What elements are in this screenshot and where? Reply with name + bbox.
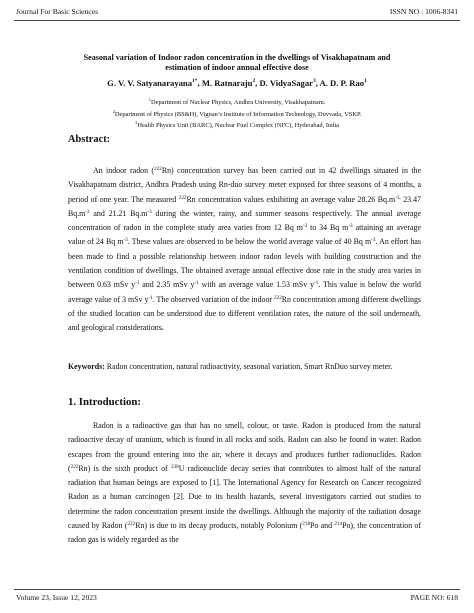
journal-name: Journal For Basic Sciences [16,7,99,16]
affiliations [30,96,444,131]
abstract-paragraph: An indoor radon ($^{222}$Rn) concentration survey has been carried out in 42 dwellings situated in the Visakhapatnam district, Andhra Pradesh using Rn-duo survey meter exposed for three seasons of 4 months, a period of one year. The measured $^{222}$Rn concentration values exhibiting an average value 28.26 $Bq.m^{-3,}$ 23.47 $Bq.m^{-3}$ and 21.21 $Bq.m^{-3}$ during the winter, rainy, and summer seasons respectively. The annual average concentration of radon in the complete study area varies from 12 Bq $m^{-3}$ to 34 Bq $m^{-3}$ attaining an average value of 24 Bq $m^{-3}$. These values are observed to be below the world average value of 40 Bq $m^{-3}$. An effort has been made to find a possible relationship between indoor radon levels with building construction and the ventilation condition of dwellings. The obtained average annual effective dose rate in the study area varies in between 0.63 mSv $y^{-1}$ and 2.35 mSv $y^{-1}$ with an average value 1.53 mSv $y^{-1}$. This value is below the world average value of 3 mSv $y^{-1}$. The observed variation of the indoor $^{222}$Rn concentration among different dwellings of the studied location can be understood due to different ventilation rates, the nature of the soil underneath, and geological considerations. [68,166,422,333]
author-4: , A. D. P. Rao [315,77,365,88]
issn-number: ISSN NO : 1006-8341 [389,7,458,16]
affiliation-3-text: Health Physics Unit (BARC), Nuclear Fuel Complex (NFC), Hyderabad, India [137,122,339,130]
keywords-line [68,360,421,374]
volume-issue: Volume 23, Issue 12, 2023 [16,593,97,602]
introduction-paragraph: Radon is a radioactive gas that has no smell, colour, or taste. Radon is produced from the natural radioactive decay of uranium, which is found in all rocks and soils. Radon can also be found in water. Radon escapes from the ground entering into the air, where it decays and produces further radionuclides. Radon ($^{222}$Rn) is the sixth product of $^{238}$U radionuclide decay series that contributes to almost half of the natural radiation that human beings are exposed to [1]. The International Agency for Research on Cancer recognized Radon as a human carcinogen [2]. Due to its health hazards, several investigators carried out studies to determine the radon concentration present inside the dwellings. Although the majority of the radiation dosage caused by Radon ($^{222}$Rn) is due to its decay products, notably Polonium ($^{218}$Po and $^{214}$Po), the concentration of radon gas is widely regarded as the [68,421,421,545]
author-1-sup: 1* [192,78,198,84]
paper-title [40,53,434,74]
affiliation-2 [30,108,444,120]
author-3-sup: 3 [312,78,316,84]
footer-rule [14,589,460,590]
keywords-text: Radon concentration, natural radioactivity, seasonal variation, Smart RnDuo survey meter. [104,362,393,371]
author-list [30,76,444,89]
affiliation-2-sup: 2 [112,108,115,114]
introduction-heading: 1. Introduction: [68,396,141,408]
author-3: , D. VidyaSagar [255,77,313,88]
affiliation-3-sup: 3 [135,120,138,126]
title-line-2: estimation of indoor annual effective dose [165,63,309,73]
page-number: PAGE NO: 618 [410,593,458,602]
header-rule [14,20,460,21]
affiliation-3 [30,119,444,131]
author-4-sup: 1 [364,78,367,84]
keywords-label: Keywords: [68,362,105,371]
abstract-heading: Abstract: [68,134,111,145]
affiliation-1-sup: 1 [148,97,152,102]
affiliation-2-text: Department of Physics (BS&H), Vignan’s Institute of Information Technology, Duvvada, VSKP. [114,110,362,118]
affiliation-1-text: Department of Nuclear Physics, Andhra University, Visakhapatnam. [151,99,326,107]
author-1: G. V. V. Satyanarayana [107,77,193,88]
author-2: , M. Ratnaraju [197,77,253,88]
affiliation-1 [30,96,444,108]
title-line-1: Seasonal variation of Indoor radon concentration in the dwellings of Visakhapatnam and [83,53,391,62]
author-2-sup: 2 [252,78,256,84]
